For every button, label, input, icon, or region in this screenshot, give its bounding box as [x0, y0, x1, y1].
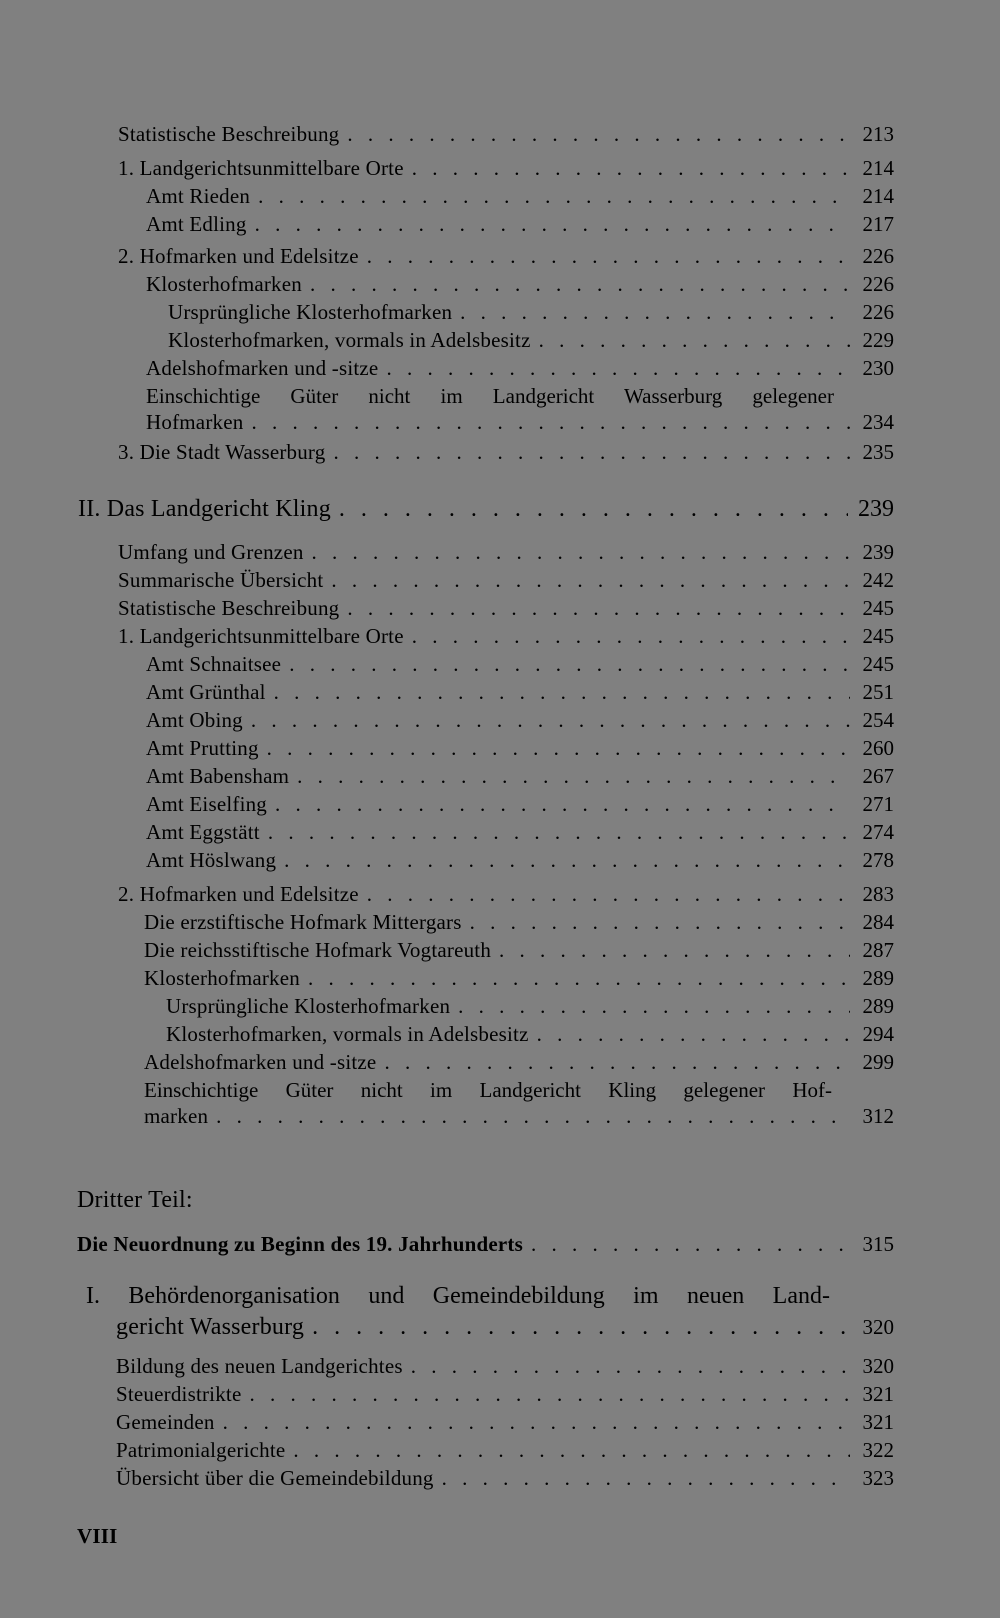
- leader-dots: [331, 568, 850, 592]
- toc-entry-label: 1. Landgerichtsunmittelbare Orte: [118, 156, 404, 180]
- toc-entry-label: Die reichsstiftische Hofmark Vogtareuth: [144, 938, 492, 962]
- toc-section-heading: I. Behördenorganisation und Gemeindebildung im neuen Land-: [86, 1283, 830, 1309]
- toc-entry-label: Amt Eggstätt: [146, 820, 260, 844]
- leader-dots: [339, 495, 848, 523]
- toc-entry-page: 230: [862, 356, 894, 380]
- leader-dots: [470, 910, 850, 934]
- toc-entry: [118, 882, 894, 906]
- toc-entry: [146, 764, 894, 788]
- leader-dots: [216, 1104, 850, 1128]
- leader-dots: [412, 156, 850, 180]
- toc-entry: [168, 300, 894, 324]
- leader-dots: [442, 1466, 850, 1490]
- toc-entry-page: 214: [862, 156, 894, 180]
- toc-entry-label: Amt Schnaitsee: [146, 652, 282, 676]
- leader-dots: [310, 272, 850, 296]
- toc-entry-label: 2. Hofmarken und Edelsitze: [118, 882, 359, 906]
- toc-entry-page: 274: [862, 820, 894, 844]
- toc-entry-page: 321: [862, 1410, 894, 1434]
- leader-dots: [293, 1438, 850, 1462]
- leader-dots: [412, 624, 850, 648]
- toc-entry: [116, 1410, 894, 1434]
- toc-entry-page: 315: [862, 1232, 894, 1256]
- toc-entry: [144, 1050, 894, 1074]
- leader-dots: [458, 994, 850, 1018]
- page-number: VIII: [77, 1524, 118, 1548]
- toc-entry: [166, 994, 894, 1018]
- toc-entry: [146, 356, 894, 380]
- leader-dots: [268, 820, 850, 844]
- toc-section-heading: [116, 1313, 894, 1341]
- leader-dots: [267, 736, 850, 760]
- toc-entry-label: Die Neuordnung zu Beginn des 19. Jahrhunderts: [77, 1232, 523, 1256]
- toc-entry: [116, 1382, 894, 1406]
- toc-entry-page: 235: [862, 440, 894, 464]
- leader-dots: [367, 244, 850, 268]
- toc-entry-page: 323: [862, 1466, 894, 1490]
- toc-entry-page: 278: [862, 848, 894, 872]
- toc-entry: [118, 440, 894, 464]
- toc-entry-label: Amt Höslwang: [146, 848, 277, 872]
- toc-entry-label: Summarische Übersicht: [118, 568, 324, 592]
- toc-entry-page: 242: [862, 568, 894, 592]
- toc-entry-label: gericht Wasserburg: [116, 1314, 305, 1340]
- leader-dots: [347, 596, 850, 620]
- toc-entry-page: 294: [862, 1022, 894, 1046]
- toc-entry-label: 3. Die Stadt Wasserburg: [118, 440, 326, 464]
- toc-entry: [144, 966, 894, 990]
- toc-entry-label: Übersicht über die Gemeindebildung: [116, 1466, 434, 1490]
- toc-entry: [118, 596, 894, 620]
- toc-entry-label: Amt Prutting: [146, 736, 259, 760]
- leader-dots: [251, 708, 850, 732]
- toc-entry-page: 260: [862, 736, 894, 760]
- toc-entry-label: Umfang und Grenzen: [118, 540, 304, 564]
- toc-entry-page: 321: [862, 1382, 894, 1406]
- toc-entry: [146, 680, 894, 704]
- toc-entry-label: Ursprüngliche Klosterhofmarken: [168, 300, 453, 324]
- toc-entry-page: 234: [862, 410, 894, 434]
- toc-entry-page: 254: [862, 708, 894, 732]
- toc-entry-page: 283: [862, 882, 894, 906]
- toc-entry: [168, 328, 894, 352]
- toc-entry: [146, 272, 894, 296]
- toc-entry-page: 289: [862, 994, 894, 1018]
- toc-entry: [146, 212, 894, 236]
- toc-entry-label: Bildung des neuen Landgerichtes: [116, 1354, 403, 1378]
- toc-section-heading: [78, 495, 894, 523]
- toc-entry-label: Hofmarken: [146, 410, 244, 434]
- toc-entry-page: 271: [862, 792, 894, 816]
- toc-entry: [118, 540, 894, 564]
- leader-dots: [251, 410, 850, 434]
- leader-dots: [258, 184, 850, 208]
- toc-entry-page: 226: [862, 300, 894, 324]
- toc-entry: [118, 156, 894, 180]
- leader-dots: [537, 1022, 850, 1046]
- toc-entry-page: 320: [862, 1354, 894, 1378]
- toc-entry-page: 245: [862, 596, 894, 620]
- leader-dots: [223, 1410, 850, 1434]
- toc-entry-page: 320: [862, 1315, 894, 1339]
- leader-dots: [289, 652, 850, 676]
- toc-entry: [116, 1466, 894, 1490]
- leader-dots: [249, 1382, 850, 1406]
- toc-entry-page: 289: [862, 966, 894, 990]
- toc-entry: [118, 122, 894, 146]
- toc-entry-page: 251: [862, 680, 894, 704]
- toc-entry-page: 226: [862, 244, 894, 268]
- toc-entry-page: 226: [862, 272, 894, 296]
- leader-dots: [275, 792, 850, 816]
- toc-entry-page: 299: [862, 1050, 894, 1074]
- toc-entry-label: Ursprüngliche Klosterhofmarken: [166, 994, 451, 1018]
- toc-entry-page: 267: [862, 764, 894, 788]
- toc-entry: [146, 820, 894, 844]
- toc-entry-page: 229: [862, 328, 894, 352]
- leader-dots: [384, 1050, 850, 1074]
- toc-entry-label: Einschichtige Güter nicht im Landgericht Kling gelegener Hof-: [144, 1078, 832, 1102]
- leader-dots: [284, 848, 850, 872]
- leader-dots: [274, 680, 850, 704]
- toc-entry-label: marken: [144, 1104, 209, 1128]
- toc-entry-label: Klosterhofmarken, vormals in Adelsbesitz: [168, 328, 531, 352]
- leader-dots: [312, 1313, 850, 1341]
- toc-entry: [146, 184, 894, 208]
- part-heading: Dritter Teil:: [77, 1187, 193, 1213]
- leader-dots: [347, 122, 850, 146]
- toc-entry-label: Amt Obing: [146, 708, 243, 732]
- toc-entry: [116, 1354, 894, 1378]
- toc-entry-label: Einschichtige Güter nicht im Landgericht Wasserburg gelegener: [146, 384, 834, 408]
- toc-entry: [118, 568, 894, 592]
- toc-entry: [144, 910, 894, 934]
- leader-dots: [312, 540, 850, 564]
- toc-entry: [146, 652, 894, 676]
- toc-entry: [146, 708, 894, 732]
- toc-entry: [146, 736, 894, 760]
- toc-entry-label: Statistische Beschreibung: [118, 596, 340, 620]
- leader-dots: [308, 966, 850, 990]
- toc-entry-page: 245: [862, 652, 894, 676]
- toc-entry: [166, 1022, 894, 1046]
- toc-part-title: [77, 1232, 894, 1256]
- toc-entry: [146, 848, 894, 872]
- leader-dots: [367, 882, 850, 906]
- leader-dots: [297, 764, 850, 788]
- toc-entry-label: Amt Babensham: [146, 764, 290, 788]
- toc-entry-label: Amt Eiselfing: [146, 792, 268, 816]
- toc-entry-label: II. Das Landgericht Kling: [78, 496, 331, 522]
- toc-entry-label: Klosterhofmarken: [144, 966, 300, 990]
- leader-dots: [460, 300, 850, 324]
- toc-entry-label: Amt Edling: [146, 212, 247, 236]
- toc-entry-label: Gemeinden: [116, 1410, 215, 1434]
- toc-entry-page: 312: [862, 1104, 894, 1128]
- toc-entry-label: Die erzstiftische Hofmark Mittergars: [144, 910, 462, 934]
- leader-dots: [539, 328, 850, 352]
- toc-entry-page: 239: [858, 496, 894, 522]
- toc-entry-label: Amt Grünthal: [146, 680, 266, 704]
- toc-entry-page: 287: [862, 938, 894, 962]
- toc-entry-page: 239: [862, 540, 894, 564]
- toc-entry-label: Klosterhofmarken, vormals in Adelsbesitz: [166, 1022, 529, 1046]
- leader-dots: [499, 938, 850, 962]
- toc-entry-page: 245: [862, 624, 894, 648]
- toc-entry: [118, 624, 894, 648]
- toc-entry-label: Steuerdistrikte: [116, 1382, 242, 1406]
- toc-entry-page: 214: [862, 184, 894, 208]
- toc-entry: [146, 792, 894, 816]
- toc-entry: [144, 1104, 894, 1128]
- toc-entry: [116, 1438, 894, 1462]
- toc-entry-page: 322: [862, 1438, 894, 1462]
- leader-dots: [386, 356, 850, 380]
- toc-entry-label: Klosterhofmarken: [146, 272, 302, 296]
- toc-entry-label: Adelshofmarken und -sitze: [144, 1050, 377, 1074]
- leader-dots: [255, 212, 850, 236]
- toc-entry-page: 213: [862, 122, 894, 146]
- toc-entry-page: 217: [862, 212, 894, 236]
- toc-entry-label: 1. Landgerichtsunmittelbare Orte: [118, 624, 404, 648]
- toc-entry-page: 284: [862, 910, 894, 934]
- toc-entry: [118, 244, 894, 268]
- toc-entry-label: Statistische Beschreibung: [118, 122, 340, 146]
- leader-dots: [333, 440, 850, 464]
- toc-entry-label: 2. Hofmarken und Edelsitze: [118, 244, 359, 268]
- toc-entry-label: Amt Rieden: [146, 184, 251, 208]
- leader-dots: [531, 1232, 850, 1256]
- toc-entry: [144, 938, 894, 962]
- toc-entry-label: Adelshofmarken und -sitze: [146, 356, 379, 380]
- leader-dots: [411, 1354, 850, 1378]
- toc-entry-label: Patrimonialgerichte: [116, 1438, 286, 1462]
- toc-entry: [146, 410, 894, 434]
